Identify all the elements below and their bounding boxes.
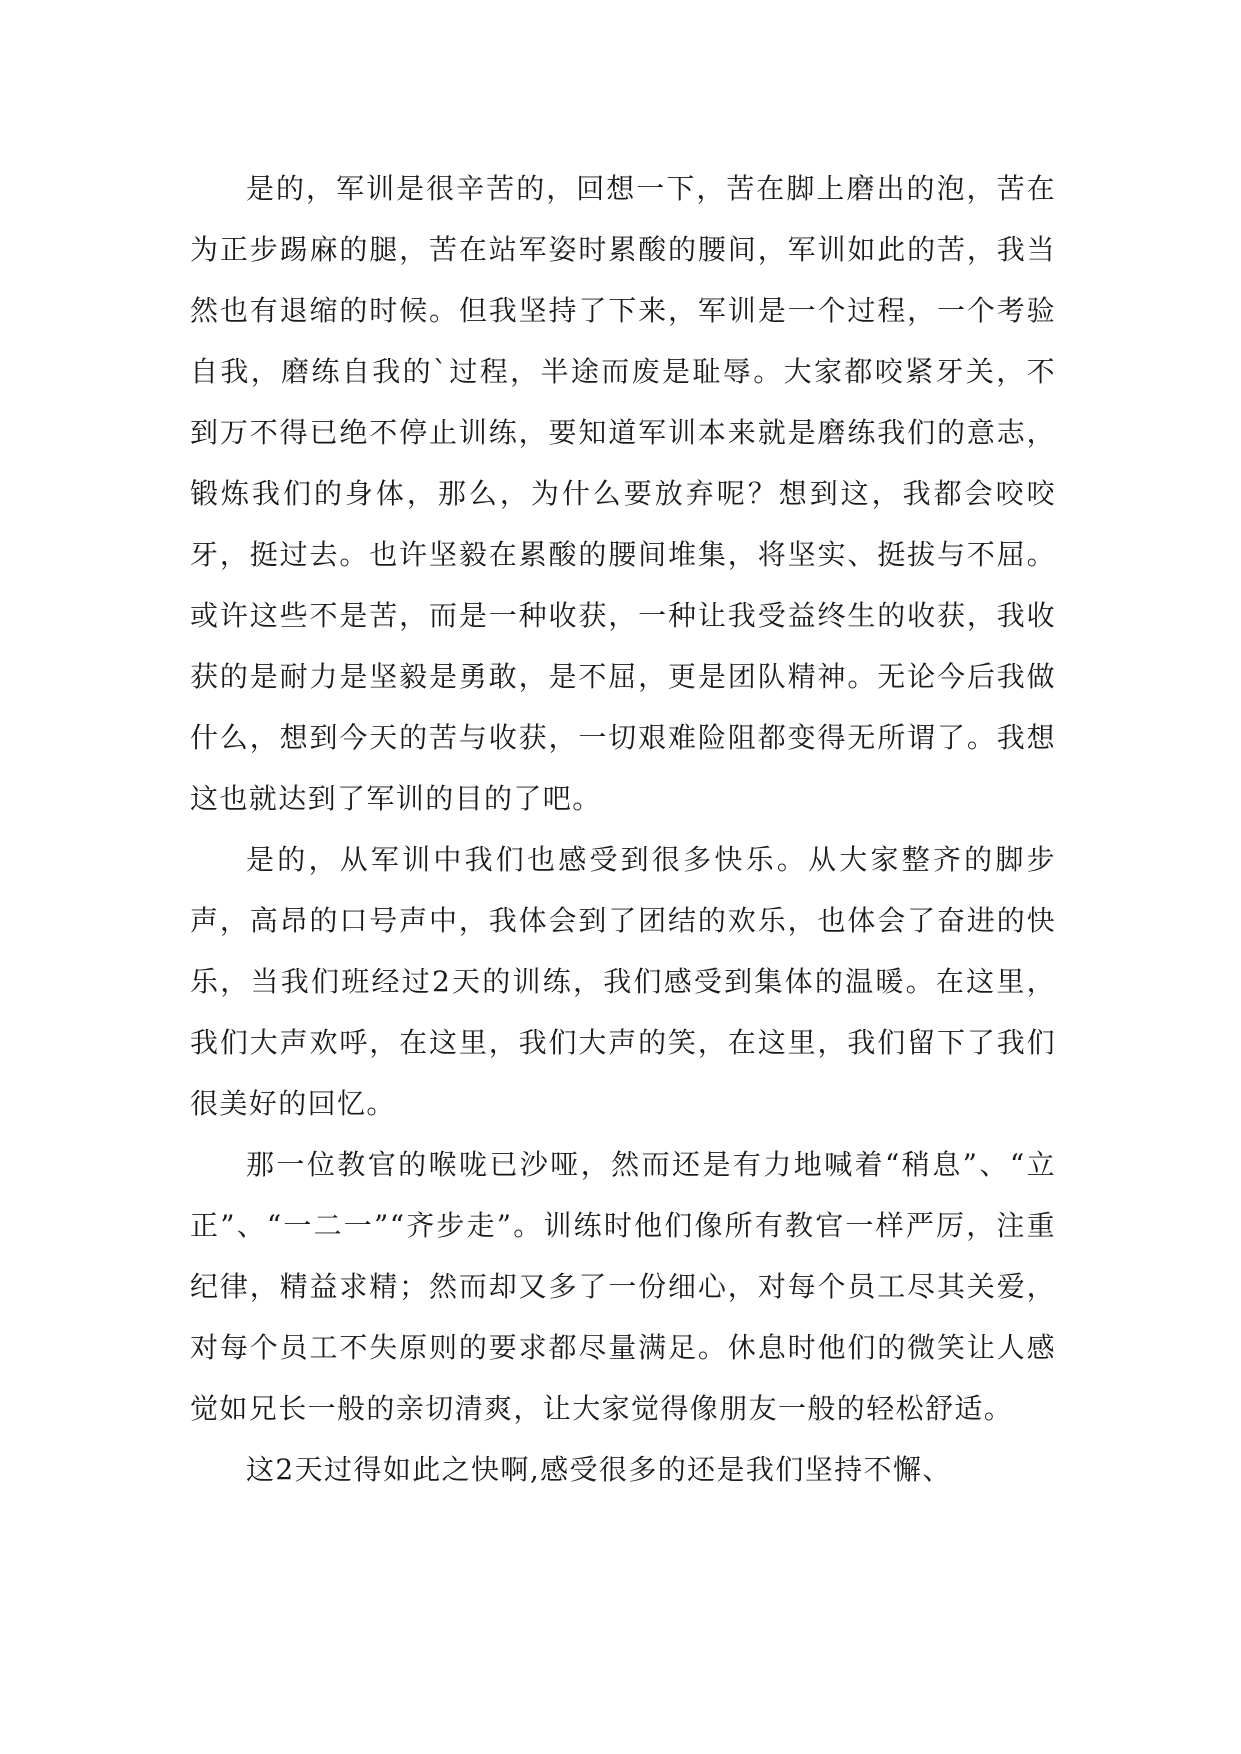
paragraph-1: 是的，军训是很辛苦的，回想一下，苦在脚上磨出的泡，苦在为正步踢麻的腿，苦在站军姿时累酸的腰间，军训如此的苦，我当然也有退缩的时候。但我坚持了下来，军训是一个过程，一个考验自我，磨练自我的`过程，半途而废是耻辱。大家都咬紧牙关，不到万不得已绝不停止训练，要知道军训本来就是磨练我们的意志，锻炼我们的身体，那么，为什么要放弃呢？想到这，我都会咬咬牙，挺过去。也许坚毅在累酸的腰间堆集，将坚实、挺拔与不屈。或许这些不是苦，而是一种收获，一种让我受益终生的收获，我收获的是耐力是坚毅是勇敢，是不屈，更是团队精神。无论今后我做什么，想到今天的苦与收获，一切艰难险阻都变得无所谓了。我想这也就达到了军训的目的了吧。 xyxy=(190,172,1056,815)
document-body xyxy=(190,158,1056,1500)
paragraph-2: 是的，从军训中我们也感受到很多快乐。从大家整齐的脚步声，高昂的口号声中，我体会到了团结的欢乐，也体会了奋进的快乐，当我们班经过2天的训练，我们感受到集体的温暖。在这里，我们大声欢呼，在这里，我们大声的笑，在这里，我们留下了我们很美好的回忆。 xyxy=(190,843,1056,1120)
paragraph-4: 这2天过得如此之快啊,感受很多的还是我们坚持不懈、 xyxy=(246,1453,952,1486)
paragraph-3: 那一位教官的喉咙已沙哑，然而还是有力地喊着“稍息”、“立正”、“一二一”“齐步走”。训练时他们像所有教官一样严厉，注重纪律，精益求精；然而却又多了一份细心，对每个员工尽其关爱，对每个员工不失原则的要求都尽量满足。休息时他们的微笑让人感觉如兄长一般的亲切清爽，让大家觉得像朋友一般的轻松舒适。 xyxy=(190,1148,1056,1425)
